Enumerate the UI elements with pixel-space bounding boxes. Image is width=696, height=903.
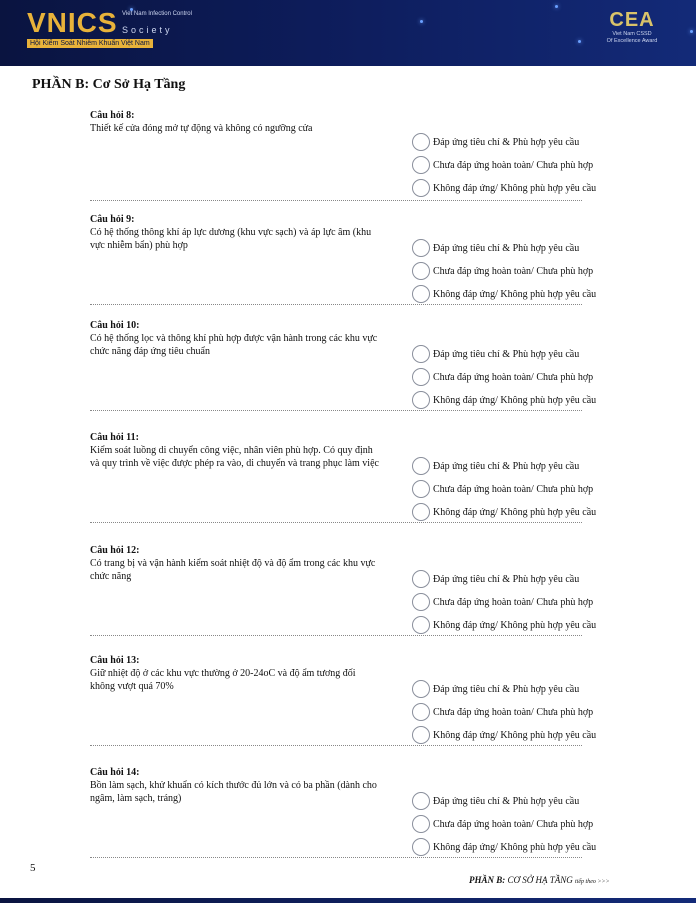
- cea-logo: CEA Viet Nam CSSD Of Excellence Award: [606, 9, 658, 44]
- vnics-logo-association: Hội Kiểm Soát Nhiễm Khuẩn Việt Nam: [27, 39, 153, 48]
- answer-option-label: Chưa đáp ứng hoàn toàn/ Chưa phù hợp: [433, 265, 594, 277]
- answer-option-label: Đáp ứng tiêu chí & Phù hợp yêu cầu: [433, 136, 580, 148]
- divider: [90, 410, 582, 411]
- divider: [90, 857, 582, 858]
- footer-bar: [0, 898, 696, 903]
- question-text: Có trang bị và vận hành kiểm soát nhiệt độ và độ ẩm trong các khu vực chức năng: [90, 558, 376, 582]
- answer-option[interactable]: [412, 155, 593, 175]
- answer-option-label: Chưa đáp ứng hoàn toàn/ Chưa phù hợp: [433, 159, 594, 171]
- answer-option-label: Chưa đáp ứng hoàn toàn/ Chưa phù hợp: [433, 706, 594, 718]
- radio-button[interactable]: [412, 616, 430, 634]
- answer-option[interactable]: [412, 344, 579, 364]
- question-block: [90, 545, 630, 655]
- radio-button[interactable]: [412, 391, 430, 409]
- radio-button[interactable]: [412, 792, 430, 810]
- question-block: [90, 214, 630, 324]
- answer-option[interactable]: [412, 390, 596, 410]
- answer-option-label: Không đáp ứng/ Không phù hợp yêu cầu: [433, 288, 597, 300]
- answer-option[interactable]: [412, 456, 579, 476]
- radio-button[interactable]: [412, 179, 430, 197]
- vnics-logo-subtitle: Viet Nam Infection Control: [122, 11, 192, 17]
- radio-button[interactable]: [412, 262, 430, 280]
- question-block: [90, 432, 630, 542]
- answer-option-label: Đáp ứng tiêu chí & Phù hợp yêu cầu: [433, 242, 580, 254]
- answer-option[interactable]: [412, 814, 593, 834]
- radio-button[interactable]: [412, 285, 430, 303]
- answer-option[interactable]: [412, 592, 593, 612]
- question-text: Thiết kế cửa đóng mở tự động và không có ngưỡng cửa: [90, 123, 313, 134]
- divider: [90, 304, 582, 305]
- question-text: Có hệ thống lọc và thông khí phù hợp được vận hành trong các khu vực chức năng đáp ứng tiêu chuẩn: [90, 333, 378, 357]
- answer-option[interactable]: [412, 791, 579, 811]
- answer-option[interactable]: [412, 679, 579, 699]
- answer-option-label: Đáp ứng tiêu chí & Phù hợp yêu cầu: [433, 348, 580, 360]
- divider: [90, 522, 582, 523]
- answer-option[interactable]: [412, 569, 579, 589]
- answer-option[interactable]: [412, 479, 593, 499]
- radio-button[interactable]: [412, 815, 430, 833]
- question-text: Có hệ thống thông khí áp lực dương (khu vực sạch) và áp lực âm (khu vực nhiễm bẩn) phù hợp: [90, 227, 372, 251]
- answer-option-label: Không đáp ứng/ Không phù hợp yêu cầu: [433, 841, 597, 853]
- radio-button[interactable]: [412, 838, 430, 856]
- question-block: [90, 110, 630, 220]
- question-label: Câu hỏi 14:: [90, 767, 140, 778]
- page-number: 5: [30, 862, 36, 874]
- footer-section-label: PHẦN B: CƠ SỞ HẠ TẦNG tiếp theo >>>: [469, 875, 610, 885]
- answer-option-label: Chưa đáp ứng hoàn toàn/ Chưa phù hợp: [433, 818, 594, 830]
- answer-option-label: Không đáp ứng/ Không phù hợp yêu cầu: [433, 394, 597, 406]
- answer-option[interactable]: [412, 725, 596, 745]
- answer-option[interactable]: [412, 702, 593, 722]
- answer-option[interactable]: [412, 238, 579, 258]
- answer-option[interactable]: [412, 837, 596, 857]
- answer-option[interactable]: [412, 615, 596, 635]
- answer-option-label: Đáp ứng tiêu chí & Phù hợp yêu cầu: [433, 683, 580, 695]
- vnics-logo: VNICS Viet Nam Infection Control Society Hội Kiểm Soát Nhiễm Khuẩn Việt Nam: [27, 7, 192, 47]
- radio-button[interactable]: [412, 703, 430, 721]
- answer-option-label: Không đáp ứng/ Không phù hợp yêu cầu: [433, 506, 597, 518]
- radio-button[interactable]: [412, 570, 430, 588]
- radio-button[interactable]: [412, 156, 430, 174]
- header-banner: [0, 0, 696, 66]
- answer-option-label: Không đáp ứng/ Không phù hợp yêu cầu: [433, 182, 597, 194]
- question-block: [90, 320, 630, 430]
- question-text: Giữ nhiệt độ ở các khu vực thường ở 20-24oC và độ ẩm tương đối không vượt quá 70%: [90, 668, 356, 692]
- divider: [90, 745, 582, 746]
- radio-button[interactable]: [412, 593, 430, 611]
- radio-button[interactable]: [412, 680, 430, 698]
- answer-option-label: Chưa đáp ứng hoàn toàn/ Chưa phù hợp: [433, 596, 594, 608]
- radio-button[interactable]: [412, 503, 430, 521]
- answer-option[interactable]: [412, 502, 596, 522]
- radio-button[interactable]: [412, 368, 430, 386]
- vnics-logo-society: Society: [122, 25, 173, 35]
- question-label: Câu hỏi 13:: [90, 655, 140, 666]
- section-title: PHẦN B: Cơ Sở Hạ Tầng: [32, 77, 186, 92]
- answer-option[interactable]: [412, 367, 593, 387]
- radio-button[interactable]: [412, 239, 430, 257]
- answer-option[interactable]: [412, 284, 596, 304]
- question-label: Câu hỏi 11:: [90, 432, 139, 443]
- radio-button[interactable]: [412, 726, 430, 744]
- divider: [90, 200, 582, 201]
- answer-option-label: Đáp ứng tiêu chí & Phù hợp yêu cầu: [433, 460, 580, 472]
- answer-option[interactable]: [412, 132, 579, 152]
- question-label: Câu hỏi 8:: [90, 110, 135, 121]
- question-label: Câu hỏi 12:: [90, 545, 140, 556]
- question-text: Bồn làm sạch, khử khuẩn có kích thước đủ lớn và có ba phần (dành cho ngâm, làm sạch, tráng): [90, 780, 377, 804]
- answer-option-label: Đáp ứng tiêu chí & Phù hợp yêu cầu: [433, 795, 580, 807]
- answer-option-label: Chưa đáp ứng hoàn toàn/ Chưa phù hợp: [433, 371, 594, 383]
- question-label: Câu hỏi 10:: [90, 320, 140, 331]
- answer-option[interactable]: [412, 261, 593, 281]
- radio-button[interactable]: [412, 345, 430, 363]
- radio-button[interactable]: [412, 457, 430, 475]
- question-block: [90, 767, 630, 877]
- question-label: Câu hỏi 9:: [90, 214, 135, 225]
- answer-option-label: Chưa đáp ứng hoàn toàn/ Chưa phù hợp: [433, 483, 594, 495]
- divider: [90, 635, 582, 636]
- answer-option-label: Không đáp ứng/ Không phù hợp yêu cầu: [433, 729, 597, 741]
- radio-button[interactable]: [412, 133, 430, 151]
- question-block: [90, 655, 630, 765]
- question-text: Kiểm soát luồng di chuyển công việc, nhân viên phù hợp. Có quy định và quy trình về việc được phép ra vào, di chuyển và trang phục làm việc: [90, 445, 379, 469]
- answer-option[interactable]: [412, 178, 596, 198]
- radio-button[interactable]: [412, 480, 430, 498]
- answer-option-label: Đáp ứng tiêu chí & Phù hợp yêu cầu: [433, 573, 580, 585]
- answer-option-label: Không đáp ứng/ Không phù hợp yêu cầu: [433, 619, 597, 631]
